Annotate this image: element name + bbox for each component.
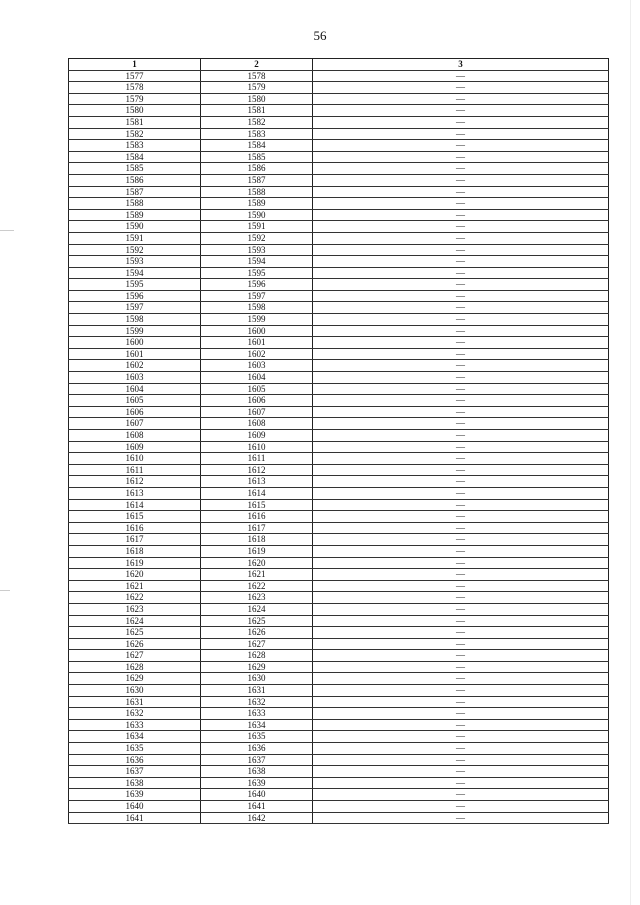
table-row [69, 464, 609, 476]
table-cell-col2: 1586 [201, 163, 313, 175]
table-cell-col3: — [313, 383, 609, 395]
table-cell-col3: — [313, 348, 609, 360]
table-cell-col3: — [313, 534, 609, 546]
table-row [69, 777, 609, 789]
column-header-1: 1 [69, 59, 201, 71]
table-row [69, 418, 609, 430]
table-row [69, 93, 609, 105]
table-cell-col2: 1633 [201, 708, 313, 720]
table-cell-col3: — [313, 487, 609, 499]
table-cell-col2: 1631 [201, 685, 313, 697]
table-cell-col2: 1629 [201, 661, 313, 673]
table-cell-col1: 1613 [69, 487, 201, 499]
table-cell-col2: 1591 [201, 221, 313, 233]
table-row [69, 627, 609, 639]
table-row [69, 673, 609, 685]
table-cell-col2: 1601 [201, 337, 313, 349]
table-cell-col3: — [313, 569, 609, 581]
table-row [69, 244, 609, 256]
table-cell-col3: — [313, 93, 609, 105]
table-row [69, 186, 609, 198]
table-row [69, 221, 609, 233]
table-cell-col1: 1633 [69, 719, 201, 731]
table-cell-col3: — [313, 163, 609, 175]
table-row [69, 545, 609, 557]
table-cell-col2: 1580 [201, 93, 313, 105]
table-cell-col2: 1616 [201, 511, 313, 523]
table-cell-col2: 1602 [201, 348, 313, 360]
table-cell-col3: — [313, 464, 609, 476]
table-row [69, 406, 609, 418]
table-cell-col2: 1626 [201, 627, 313, 639]
table-cell-col3: — [313, 592, 609, 604]
table-cell-col1: 1607 [69, 418, 201, 430]
table-cell-col1: 1605 [69, 395, 201, 407]
table-row [69, 325, 609, 337]
table-cell-col2: 1598 [201, 302, 313, 314]
table-row [69, 638, 609, 650]
table-row [69, 743, 609, 755]
table-cell-col1: 1581 [69, 116, 201, 128]
table-cell-col1: 1606 [69, 406, 201, 418]
table-cell-col2: 1595 [201, 267, 313, 279]
table-cell-col1: 1599 [69, 325, 201, 337]
table-row [69, 615, 609, 627]
table-row [69, 569, 609, 581]
table-cell-col2: 1621 [201, 569, 313, 581]
table-cell-col1: 1631 [69, 696, 201, 708]
table-cell-col1: 1595 [69, 279, 201, 291]
table-cell-col3: — [313, 151, 609, 163]
table-cell-col3: — [313, 615, 609, 627]
table-row [69, 453, 609, 465]
table-cell-col3: — [313, 279, 609, 291]
table-cell-col2: 1609 [201, 430, 313, 442]
table-cell-col2: 1632 [201, 696, 313, 708]
table-row [69, 685, 609, 697]
table-row [69, 372, 609, 384]
table-cell-col1: 1596 [69, 290, 201, 302]
table-cell-col2: 1607 [201, 406, 313, 418]
table-cell-col1: 1598 [69, 314, 201, 326]
table-cell-col1: 1603 [69, 372, 201, 384]
table-cell-col1: 1623 [69, 603, 201, 615]
table-row [69, 476, 609, 488]
table-row [69, 603, 609, 615]
table-cell-col3: — [313, 545, 609, 557]
table-row [69, 499, 609, 511]
table-row [69, 383, 609, 395]
table-row [69, 302, 609, 314]
table-row [69, 70, 609, 82]
table-cell-col3: — [313, 290, 609, 302]
table-cell-col2: 1642 [201, 812, 313, 824]
table-cell-col3: — [313, 430, 609, 442]
table-cell-col2: 1590 [201, 209, 313, 221]
table-cell-col1: 1610 [69, 453, 201, 465]
table-cell-col3: — [313, 522, 609, 534]
table-cell-col1: 1604 [69, 383, 201, 395]
table-row [69, 232, 609, 244]
table-cell-col2: 1585 [201, 151, 313, 163]
table-cell-col2: 1579 [201, 82, 313, 94]
table-cell-col2: 1599 [201, 314, 313, 326]
table-cell-col2: 1622 [201, 580, 313, 592]
table-cell-col3: — [313, 140, 609, 152]
table-cell-col2: 1592 [201, 232, 313, 244]
table-cell-col2: 1613 [201, 476, 313, 488]
table-cell-col2: 1582 [201, 116, 313, 128]
table-cell-col3: — [313, 557, 609, 569]
table-cell-col2: 1596 [201, 279, 313, 291]
table-row [69, 522, 609, 534]
table-cell-col2: 1597 [201, 290, 313, 302]
table-cell-col1: 1636 [69, 754, 201, 766]
table-cell-col2: 1600 [201, 325, 313, 337]
table-cell-col1: 1622 [69, 592, 201, 604]
table-cell-col2: 1623 [201, 592, 313, 604]
table-row [69, 441, 609, 453]
table-cell-col1: 1620 [69, 569, 201, 581]
table-cell-col2: 1594 [201, 256, 313, 268]
table-cell-col1: 1591 [69, 232, 201, 244]
table-cell-col3: — [313, 476, 609, 488]
table-cell-col2: 1635 [201, 731, 313, 743]
table-row [69, 256, 609, 268]
table-row [69, 766, 609, 778]
table-cell-col3: — [313, 128, 609, 140]
table-cell-col1: 1627 [69, 650, 201, 662]
table-cell-col2: 1641 [201, 801, 313, 813]
table-cell-col3: — [313, 766, 609, 778]
table-row [69, 661, 609, 673]
table-cell-col1: 1617 [69, 534, 201, 546]
table-cell-col1: 1602 [69, 360, 201, 372]
table-row [69, 174, 609, 186]
table-cell-col3: — [313, 314, 609, 326]
table-cell-col3: — [313, 82, 609, 94]
table-cell-col2: 1624 [201, 603, 313, 615]
table-cell-col3: — [313, 580, 609, 592]
table-row [69, 754, 609, 766]
table-cell-col3: — [313, 232, 609, 244]
table-row [69, 209, 609, 221]
table-cell-col2: 1620 [201, 557, 313, 569]
table-cell-col2: 1640 [201, 789, 313, 801]
table-cell-col1: 1634 [69, 731, 201, 743]
table-cell-col2: 1578 [201, 70, 313, 82]
table-cell-col1: 1586 [69, 174, 201, 186]
table-cell-col1: 1584 [69, 151, 201, 163]
table-cell-col1: 1585 [69, 163, 201, 175]
table-cell-col3: — [313, 789, 609, 801]
table-row [69, 719, 609, 731]
table-cell-col3: — [313, 661, 609, 673]
table-cell-col2: 1589 [201, 198, 313, 210]
table-cell-col2: 1584 [201, 140, 313, 152]
table-cell-col2: 1611 [201, 453, 313, 465]
table-cell-col1: 1582 [69, 128, 201, 140]
table-row [69, 650, 609, 662]
table-cell-col1: 1578 [69, 82, 201, 94]
table-cell-col1: 1635 [69, 743, 201, 755]
table-row [69, 279, 609, 291]
table-row [69, 789, 609, 801]
table-row [69, 696, 609, 708]
table-cell-col3: — [313, 360, 609, 372]
table-cell-col3: — [313, 638, 609, 650]
table-row [69, 348, 609, 360]
table-cell-col3: — [313, 256, 609, 268]
table-cell-col3: — [313, 708, 609, 720]
table-row [69, 267, 609, 279]
table-cell-col1: 1589 [69, 209, 201, 221]
table-cell-col3: — [313, 511, 609, 523]
table-cell-col2: 1605 [201, 383, 313, 395]
table-cell-col2: 1639 [201, 777, 313, 789]
table-cell-col3: — [313, 244, 609, 256]
table-cell-col1: 1628 [69, 661, 201, 673]
table-cell-col1: 1640 [69, 801, 201, 813]
table-cell-col2: 1581 [201, 105, 313, 117]
table-cell-col1: 1626 [69, 638, 201, 650]
table-cell-col1: 1590 [69, 221, 201, 233]
table-cell-col3: — [313, 267, 609, 279]
table-cell-col1: 1629 [69, 673, 201, 685]
table-cell-col3: — [313, 499, 609, 511]
table-cell-col2: 1630 [201, 673, 313, 685]
table-cell-col2: 1619 [201, 545, 313, 557]
table-row [69, 290, 609, 302]
table-cell-col3: — [313, 209, 609, 221]
table-cell-col3: — [313, 372, 609, 384]
table-cell-col1: 1625 [69, 627, 201, 639]
table-cell-col2: 1588 [201, 186, 313, 198]
table-cell-col3: — [313, 627, 609, 639]
table-cell-col1: 1621 [69, 580, 201, 592]
table-row [69, 534, 609, 546]
table-cell-col2: 1637 [201, 754, 313, 766]
table-cell-col2: 1604 [201, 372, 313, 384]
table-cell-col3: — [313, 685, 609, 697]
table-cell-col2: 1593 [201, 244, 313, 256]
table-cell-col2: 1608 [201, 418, 313, 430]
table-cell-col3: — [313, 696, 609, 708]
data-table [68, 58, 609, 824]
table-cell-col2: 1628 [201, 650, 313, 662]
table-row [69, 116, 609, 128]
table-cell-col3: — [313, 174, 609, 186]
table-row [69, 140, 609, 152]
table-cell-col3: — [313, 603, 609, 615]
table-cell-col2: 1583 [201, 128, 313, 140]
table-cell-col1: 1630 [69, 685, 201, 697]
table-row [69, 151, 609, 163]
table-cell-col1: 1593 [69, 256, 201, 268]
table-cell-col1: 1588 [69, 198, 201, 210]
table-cell-col2: 1612 [201, 464, 313, 476]
table-cell-col1: 1577 [69, 70, 201, 82]
table-cell-col1: 1608 [69, 430, 201, 442]
table-cell-col3: — [313, 221, 609, 233]
table-row [69, 82, 609, 94]
table-cell-col3: — [313, 453, 609, 465]
table-row [69, 592, 609, 604]
table-cell-col1: 1638 [69, 777, 201, 789]
table-cell-col1: 1637 [69, 766, 201, 778]
table-cell-col3: — [313, 337, 609, 349]
table-cell-col1: 1609 [69, 441, 201, 453]
table-cell-col1: 1592 [69, 244, 201, 256]
column-header-2: 2 [201, 59, 313, 71]
table-row [69, 801, 609, 813]
table-cell-col1: 1639 [69, 789, 201, 801]
table-header-row [69, 59, 609, 71]
table-cell-col2: 1627 [201, 638, 313, 650]
table-cell-col3: — [313, 777, 609, 789]
table-cell-col1: 1619 [69, 557, 201, 569]
table-cell-col1: 1612 [69, 476, 201, 488]
table-body [69, 70, 609, 824]
table-cell-col2: 1625 [201, 615, 313, 627]
table-cell-col1: 1615 [69, 511, 201, 523]
scan-mark [0, 590, 10, 591]
table-cell-col1: 1600 [69, 337, 201, 349]
table-row [69, 731, 609, 743]
table-cell-col2: 1634 [201, 719, 313, 731]
table-cell-col1: 1587 [69, 186, 201, 198]
table-cell-col3: — [313, 325, 609, 337]
column-header-3: 3 [313, 59, 609, 71]
table-cell-col2: 1614 [201, 487, 313, 499]
table-cell-col2: 1606 [201, 395, 313, 407]
table-cell-col3: — [313, 650, 609, 662]
table-cell-col3: — [313, 186, 609, 198]
table-cell-col1: 1632 [69, 708, 201, 720]
table-cell-col3: — [313, 198, 609, 210]
table-cell-col3: — [313, 731, 609, 743]
table-cell-col2: 1615 [201, 499, 313, 511]
table-cell-col1: 1611 [69, 464, 201, 476]
table-row [69, 395, 609, 407]
table-cell-col1: 1597 [69, 302, 201, 314]
table-cell-col3: — [313, 754, 609, 766]
table-cell-col1: 1641 [69, 812, 201, 824]
table-cell-col2: 1617 [201, 522, 313, 534]
table-cell-col1: 1618 [69, 545, 201, 557]
table-cell-col3: — [313, 441, 609, 453]
table-cell-col1: 1583 [69, 140, 201, 152]
scan-mark [0, 230, 14, 231]
table-cell-col2: 1618 [201, 534, 313, 546]
table-row [69, 580, 609, 592]
table-cell-col3: — [313, 418, 609, 430]
table-cell-col3: — [313, 70, 609, 82]
table-cell-col1: 1624 [69, 615, 201, 627]
table-row [69, 337, 609, 349]
table-cell-col3: — [313, 673, 609, 685]
table-row [69, 557, 609, 569]
table-cell-col1: 1601 [69, 348, 201, 360]
table-cell-col3: — [313, 395, 609, 407]
table-row [69, 812, 609, 824]
table-cell-col2: 1638 [201, 766, 313, 778]
table-cell-col3: — [313, 801, 609, 813]
table-row [69, 105, 609, 117]
table-row [69, 511, 609, 523]
table-cell-col1: 1580 [69, 105, 201, 117]
table-cell-col3: — [313, 105, 609, 117]
table-row [69, 487, 609, 499]
table-row [69, 430, 609, 442]
page-number: 56 [313, 28, 327, 43]
table-row [69, 360, 609, 372]
table-cell-col3: — [313, 406, 609, 418]
table-cell-col2: 1636 [201, 743, 313, 755]
table-cell-col1: 1594 [69, 267, 201, 279]
table-cell-col1: 1579 [69, 93, 201, 105]
table-cell-col3: — [313, 116, 609, 128]
table-cell-col1: 1614 [69, 499, 201, 511]
table-row [69, 314, 609, 326]
table-cell-col1: 1616 [69, 522, 201, 534]
table-row [69, 198, 609, 210]
table-row [69, 708, 609, 720]
table-cell-col3: — [313, 719, 609, 731]
table-row [69, 163, 609, 175]
table-cell-col2: 1610 [201, 441, 313, 453]
table-cell-col2: 1603 [201, 360, 313, 372]
table-cell-col3: — [313, 743, 609, 755]
table-row [69, 128, 609, 140]
table-cell-col3: — [313, 812, 609, 824]
table-cell-col2: 1587 [201, 174, 313, 186]
table-cell-col3: — [313, 302, 609, 314]
scan-edge [630, 0, 631, 905]
